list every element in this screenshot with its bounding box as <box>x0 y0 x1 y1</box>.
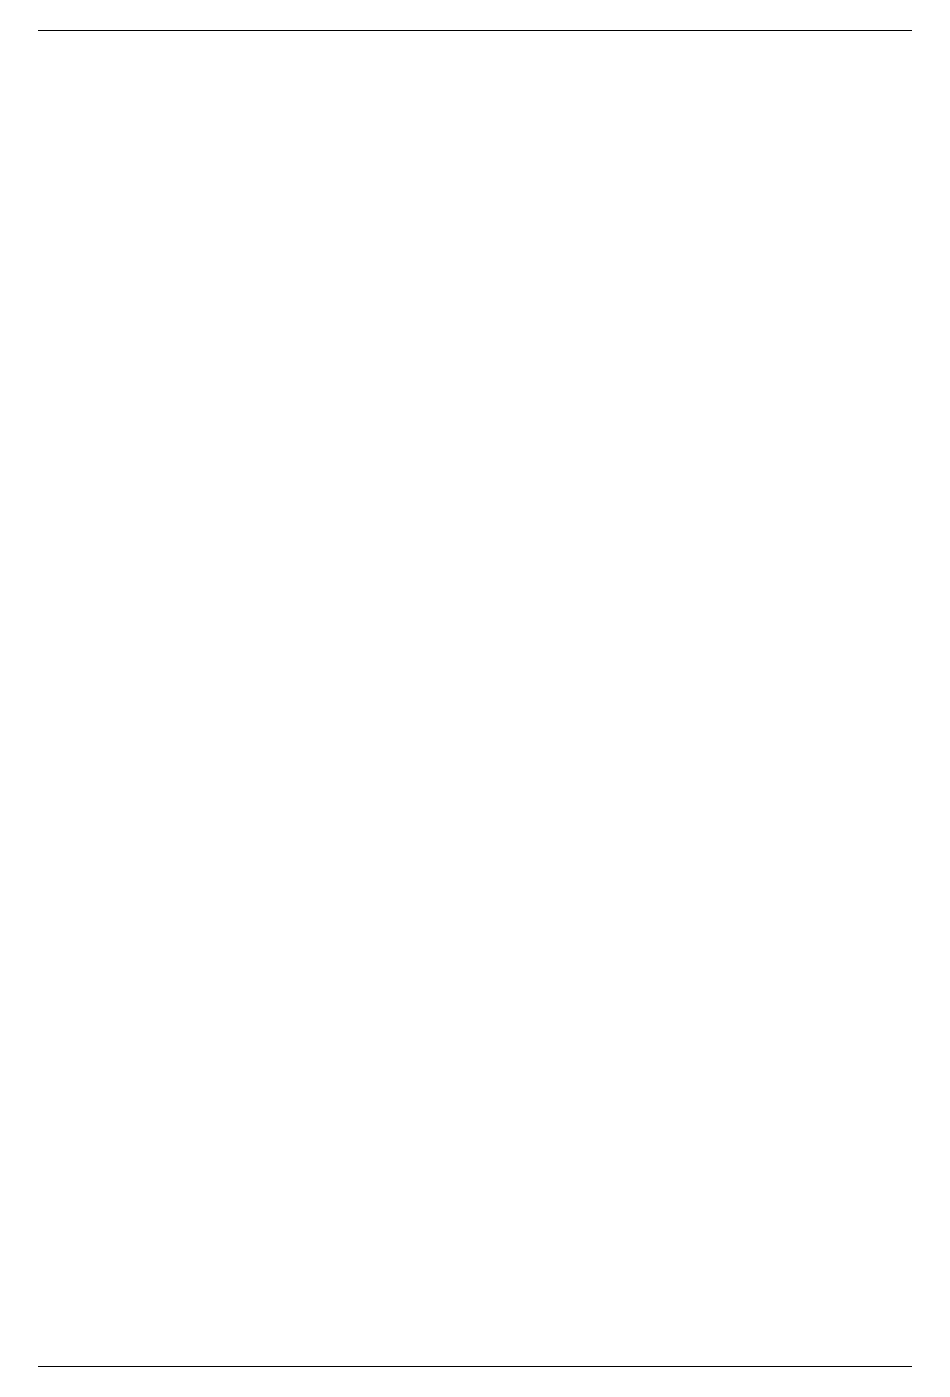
page-header <box>38 2 912 31</box>
main-content <box>38 58 912 100</box>
page-footer <box>38 1366 912 1397</box>
